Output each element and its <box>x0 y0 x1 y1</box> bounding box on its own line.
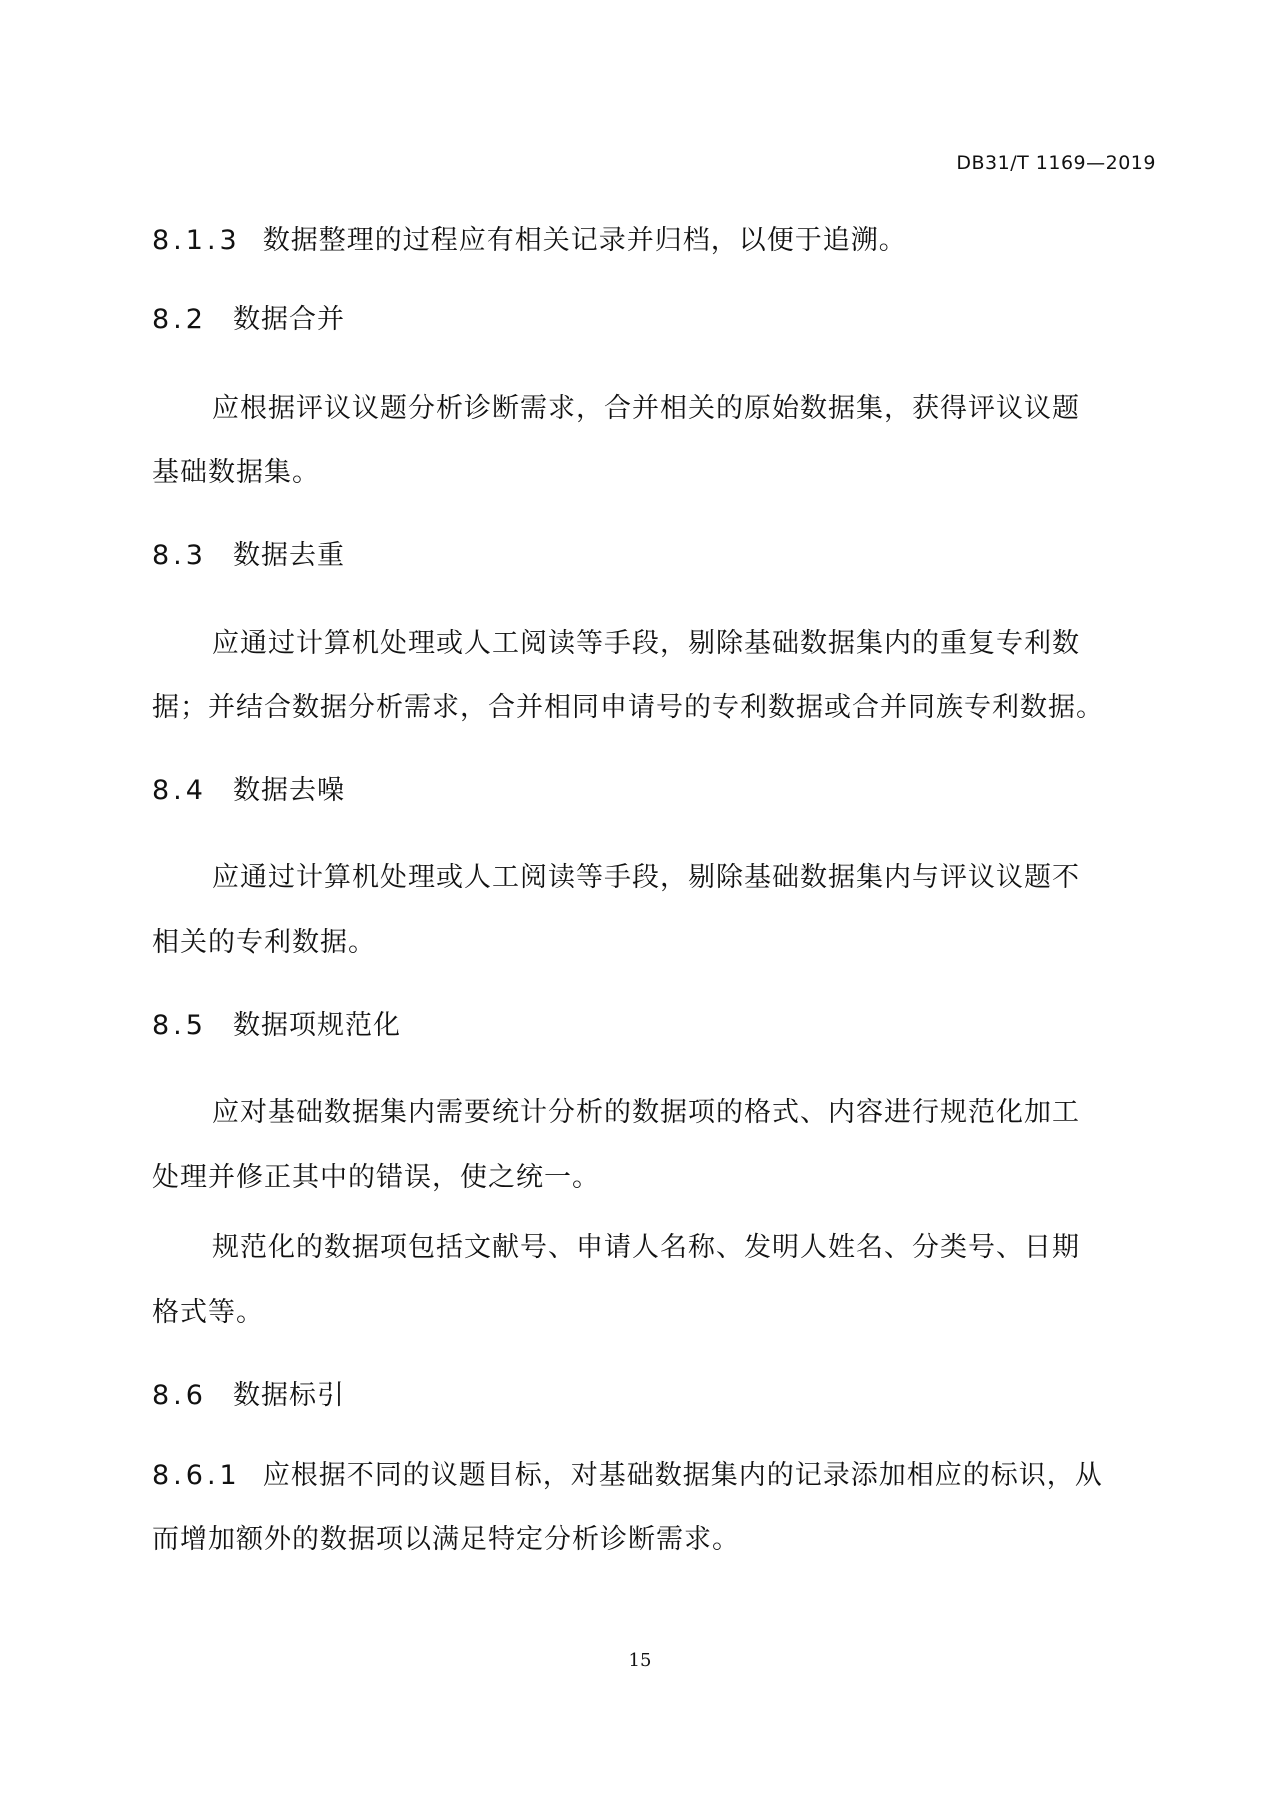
section-heading-8-4 <box>152 773 345 809</box>
section-title: 数据标引 <box>232 1380 345 1411</box>
page-number: 15 <box>628 1650 652 1671</box>
paragraph-line: 基础数据集。 <box>152 457 320 488</box>
section-heading-8-5 <box>152 1008 401 1044</box>
paragraph-line: 应根据评议议题分析诊断需求，合并相关的原始数据集，获得评议议题 <box>212 393 1080 424</box>
section-number: 8.4 <box>152 775 207 806</box>
clause-text: 应根据不同的议题目标，对基础数据集内的记录添加相应的标识，从 <box>262 1460 1103 1491</box>
paragraph-line: 格式等。 <box>152 1297 264 1328</box>
section-number: 8.2 <box>152 304 207 335</box>
section-heading-8-3 <box>152 538 345 574</box>
paragraph-line: 而增加额外的数据项以满足特定分析诊断需求。 <box>152 1524 740 1555</box>
clause-text: 数据整理的过程应有相关记录并归档，以便于追溯。 <box>262 225 907 256</box>
clause-number: 8.1.3 <box>152 225 241 256</box>
clause-8-6-1 <box>152 1458 1103 1494</box>
paragraph-line: 应通过计算机处理或人工阅读等手段，剔除基础数据集内与评议议题不 <box>212 862 1080 893</box>
section-title: 数据去噪 <box>232 775 345 806</box>
section-heading-8-6 <box>152 1378 345 1414</box>
clause-8-1-3 <box>152 223 907 259</box>
section-number: 8.5 <box>152 1010 207 1041</box>
section-heading-8-2 <box>152 302 345 338</box>
paragraph-line: 相关的专利数据。 <box>152 927 376 958</box>
section-title: 数据合并 <box>232 304 345 335</box>
document-code: DB31/T 1169—2019 <box>956 152 1156 174</box>
paragraph-line: 应通过计算机处理或人工阅读等手段，剔除基础数据集内的重复专利数 <box>212 628 1080 659</box>
clause-number: 8.6.1 <box>152 1460 241 1491</box>
section-title: 数据项规范化 <box>232 1010 401 1041</box>
paragraph-line: 应对基础数据集内需要统计分析的数据项的格式、内容进行规范化加工 <box>212 1097 1080 1128</box>
paragraph-line: 据；并结合数据分析需求，合并相同申请号的专利数据或合并同族专利数据。 <box>152 692 1104 723</box>
paragraph-line: 规范化的数据项包括文献号、申请人名称、发明人姓名、分类号、日期 <box>212 1232 1080 1263</box>
section-title: 数据去重 <box>232 540 345 571</box>
section-number: 8.3 <box>152 540 207 571</box>
paragraph-line: 处理并修正其中的错误，使之统一。 <box>152 1162 600 1193</box>
section-number: 8.6 <box>152 1380 207 1411</box>
